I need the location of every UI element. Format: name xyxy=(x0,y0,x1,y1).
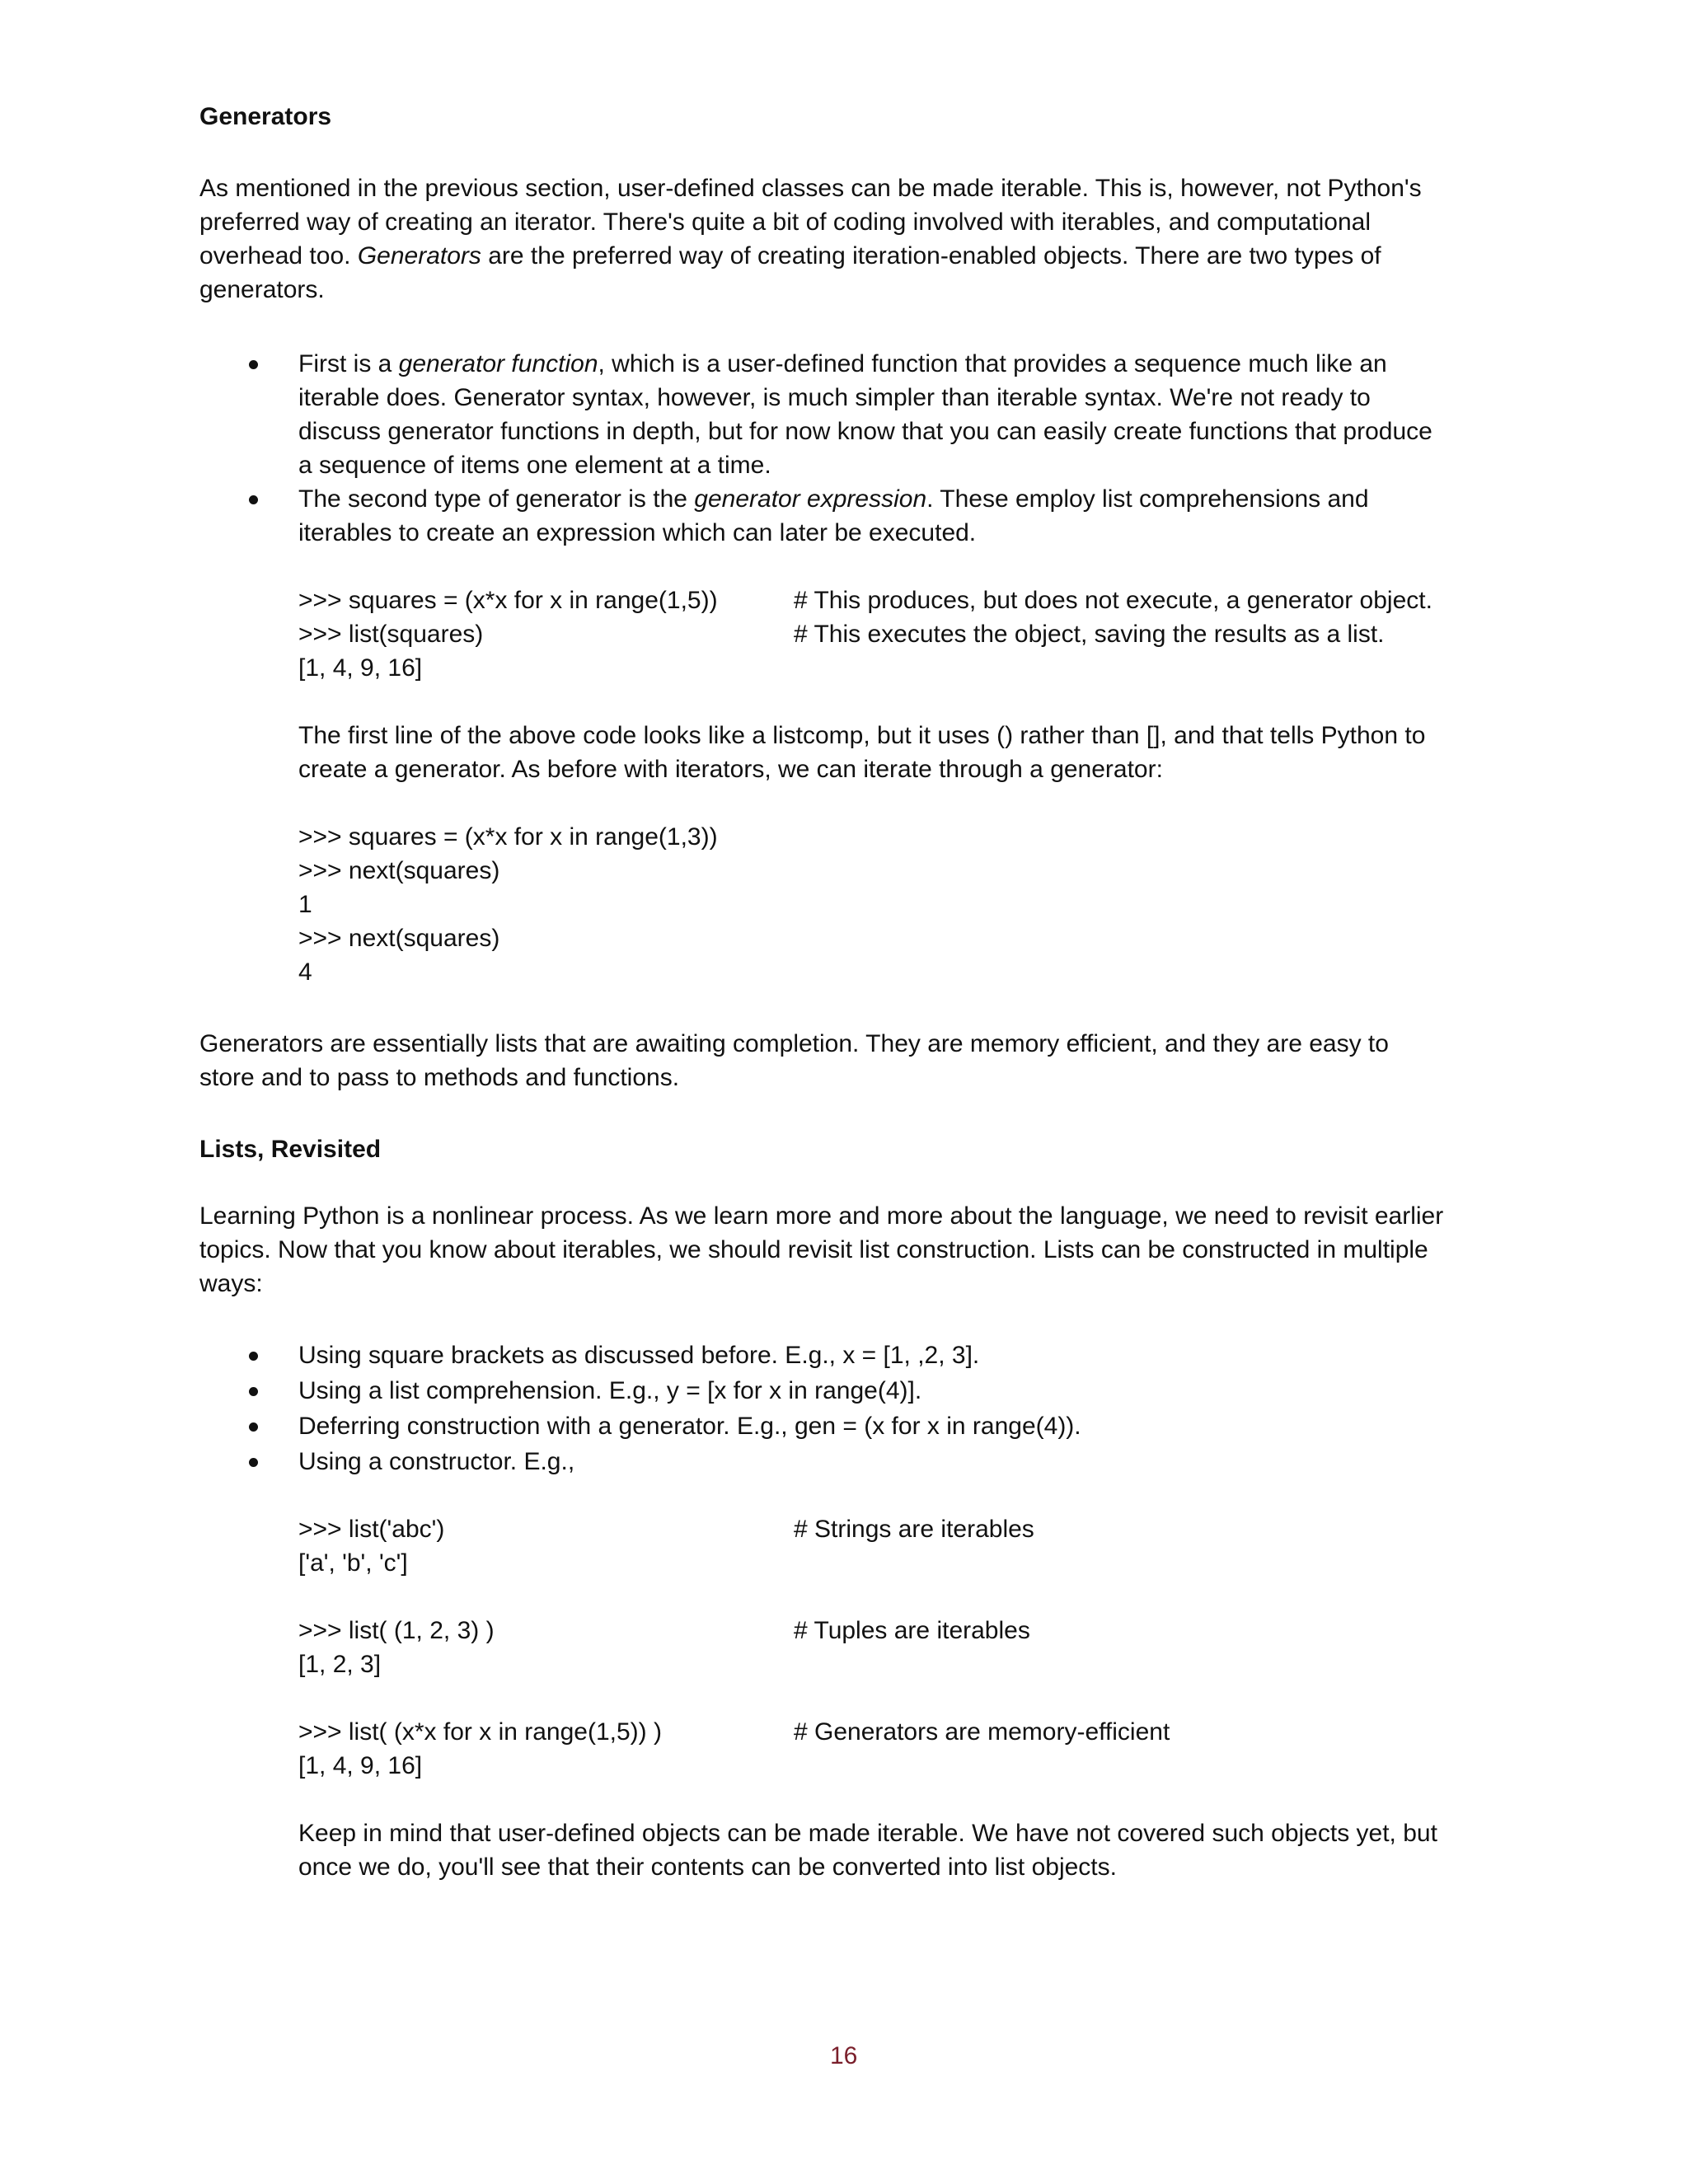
paragraph-line: generators. xyxy=(199,276,325,303)
section-heading-lists-revisited: Lists, Revisited xyxy=(199,1136,382,1163)
bullet-line: Using a list comprehension. E.g., y = [x for x in range(4)]. xyxy=(298,1377,922,1404)
code-comment: # This executes the object, saving the results as a list. xyxy=(794,621,1385,648)
code-output: 4 xyxy=(298,958,312,986)
code-line: >>> squares = (x*x for x in range(1,5)) xyxy=(298,587,718,614)
code-line: >>> next(squares) xyxy=(298,925,500,952)
bullet-icon xyxy=(249,1458,258,1467)
bullet-line: Deferring construction with a generator. E.g., gen = (x for x in range(4)). xyxy=(298,1413,1081,1440)
page-number: 16 xyxy=(830,2042,858,2069)
paragraph-line: store and to pass to methods and functions. xyxy=(199,1064,680,1091)
bullet-line: discuss generator functions in depth, but for now know that you can easily create functions that produce xyxy=(298,418,1432,445)
paragraph-line: Keep in mind that user-defined objects can be made iterable. We have not covered such objects yet, but xyxy=(298,1820,1437,1847)
code-comment: # Tuples are iterables xyxy=(794,1617,1030,1644)
paragraph-line: ways: xyxy=(199,1270,263,1297)
bullet-line: Using a constructor. E.g., xyxy=(298,1448,575,1475)
paragraph-line: preferred way of creating an iterator. There's quite a bit of coding involved with iterables, and computational xyxy=(199,209,1371,236)
code-comment: # This produces, but does not execute, a generator object. xyxy=(794,587,1432,614)
code-line: >>> next(squares) xyxy=(298,857,500,884)
code-output: [1, 2, 3] xyxy=(298,1651,382,1678)
paragraph-line: create a generator. As before with iterators, we can iterate through a generator: xyxy=(298,756,1163,783)
paragraph-line: Learning Python is a nonlinear process. As we learn more and more about the language, we need to revisit earlier xyxy=(199,1202,1444,1230)
code-output: [1, 4, 9, 16] xyxy=(298,654,423,682)
code-output: 1 xyxy=(298,891,312,918)
code-line: >>> list('abc') xyxy=(298,1516,445,1543)
code-output: ['a', 'b', 'c'] xyxy=(298,1549,408,1577)
bullet-icon xyxy=(249,1352,258,1361)
code-line: >>> list(squares) xyxy=(298,621,484,648)
bullet-line: The second type of generator is the generator expression. These employ list comprehensions and xyxy=(298,485,1369,513)
bullet-line: Using square brackets as discussed before. E.g., x = [1, ,2, 3]. xyxy=(298,1342,980,1369)
paragraph-line: once we do, you'll see that their contents can be converted into list objects. xyxy=(298,1854,1117,1881)
paragraph-line: Generators are essentially lists that are awaiting completion. They are memory efficient, and they are easy to xyxy=(199,1030,1389,1057)
section-heading-generators: Generators xyxy=(199,103,332,130)
bullet-icon xyxy=(249,495,258,504)
bullet-line: a sequence of items one element at a time. xyxy=(298,452,771,479)
code-line: >>> squares = (x*x for x in range(1,3)) xyxy=(298,823,718,851)
paragraph-line: As mentioned in the previous section, user-defined classes can be made iterable. This is, however, not Python's xyxy=(199,175,1422,202)
code-line: >>> list( (1, 2, 3) ) xyxy=(298,1617,495,1644)
bullet-icon xyxy=(249,360,258,369)
code-comment: # Generators are memory-efficient xyxy=(794,1718,1170,1746)
paragraph-line: overhead too. Generators are the preferred way of creating iteration-enabled objects. There are two types of xyxy=(199,242,1381,269)
bullet-icon xyxy=(249,1422,258,1432)
bullet-line: iterable does. Generator syntax, however, is much simpler than iterable syntax. We're not ready to xyxy=(298,384,1371,411)
paragraph-line: topics. Now that you know about iterables, we should revisit list construction. Lists can be constructed in multiple xyxy=(199,1236,1428,1263)
bullet-icon xyxy=(249,1387,258,1396)
bullet-line: iterables to create an expression which can later be executed. xyxy=(298,519,977,546)
bullet-line: First is a generator function, which is a user-defined function that provides a sequence much like an xyxy=(298,350,1387,377)
code-comment: # Strings are iterables xyxy=(794,1516,1034,1543)
code-line: >>> list( (x*x for x in range(1,5)) ) xyxy=(298,1718,662,1746)
paragraph-line: The first line of the above code looks like a listcomp, but it uses () rather than [], and that tells Python to xyxy=(298,722,1426,749)
code-output: [1, 4, 9, 16] xyxy=(298,1752,423,1779)
